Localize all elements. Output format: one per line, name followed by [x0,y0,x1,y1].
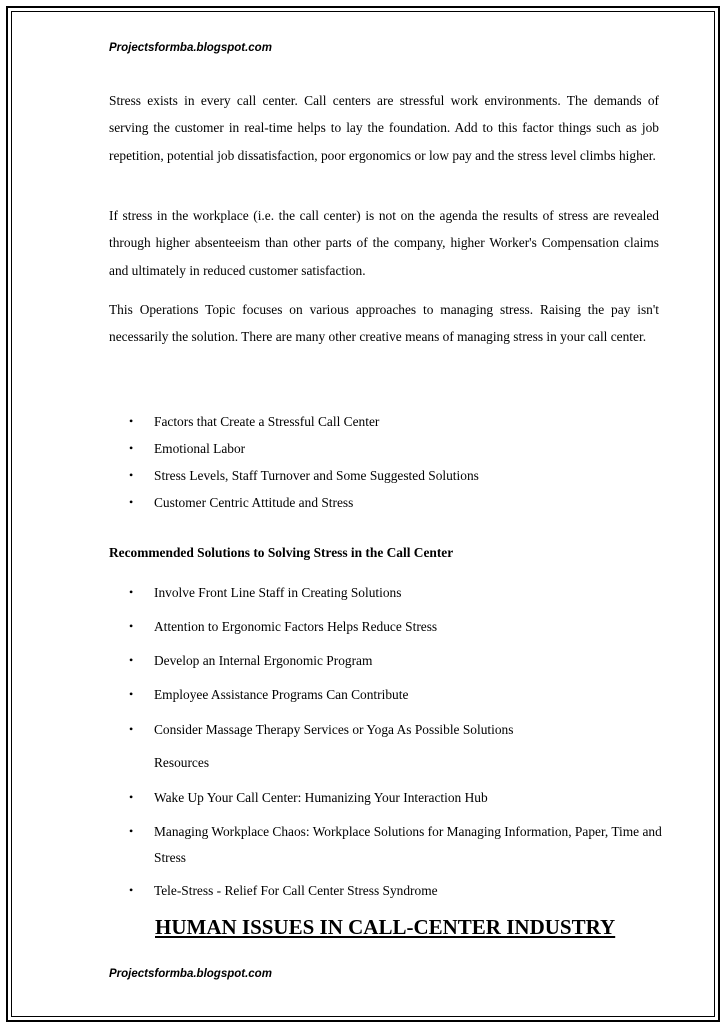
resource-link[interactable]: Managing Workplace Chaos: Workplace Solutions for Managing Information, Paper, Time and Stress [154,824,662,865]
topic-text: Customer Centric Attitude and Stress [154,495,354,510]
bullet-icon: • [129,414,134,428]
solution-text: Develop an Internal Ergonomic Program [154,653,373,668]
bullet-icon: • [129,722,134,736]
topic-text: Stress Levels, Staff Turnover and Some Suggested Solutions [154,468,479,483]
paragraph-1: Stress exists in every call center. Call centers are stressful work environments. The demands of serving the customer in real-time helps to lay the foundation. Add to this factor things such as job repetition, potential job dissatisfaction, poor ergonomics or low pay and the stress level climbs higher. [109,93,659,163]
resources-label: Resources [154,755,210,770]
bullet-icon: • [129,585,134,599]
topic-text: Emotional Labor [154,441,246,456]
bullet-icon: • [129,824,134,838]
solution-text: Attention to Ergonomic Factors Helps Reduce Stress [154,619,438,634]
main-heading: HUMAN ISSUES IN CALL-CENTER INDUSTRY [155,915,616,939]
bullet-icon: • [129,441,134,455]
solution-text: Consider Massage Therapy Services or Yoga As Possible Solutions [154,722,514,737]
paragraph-2: If stress in the workplace (i.e. the call center) is not on the agenda the results of stress are revealed through higher absenteeism than other parts of the company, higher Worker's Compensation claims and ultimately in reduced customer satisfaction. [109,208,659,278]
bullet-icon: • [129,653,134,667]
resource-link[interactable]: Wake Up Your Call Center: Humanizing Your Interaction Hub [154,790,488,805]
bullet-icon: • [129,687,134,701]
resource-link[interactable]: Tele-Stress - Relief For Call Center Stress Syndrome [154,883,438,898]
paragraph-3: This Operations Topic focuses on various approaches to managing stress. Raising the pay isn't necessarily the solution. There are many other creative means of managing stress in your call center. [109,302,659,345]
bullet-icon: • [129,883,134,897]
bullet-icon: • [129,495,134,509]
topic-text: Factors that Create a Stressful Call Center [154,414,380,429]
page-footer: Projectsformba.blogspot.com [109,968,272,980]
solution-text: Involve Front Line Staff in Creating Solutions [154,585,402,600]
bullet-icon: • [129,790,134,804]
bullet-icon: • [129,619,134,633]
solution-text: Employee Assistance Programs Can Contribute [154,687,409,702]
page-header: Projectsformba.blogspot.com [109,42,272,54]
solutions-heading: Recommended Solutions to Solving Stress in the Call Center [109,545,454,560]
bullet-icon: • [129,468,134,482]
